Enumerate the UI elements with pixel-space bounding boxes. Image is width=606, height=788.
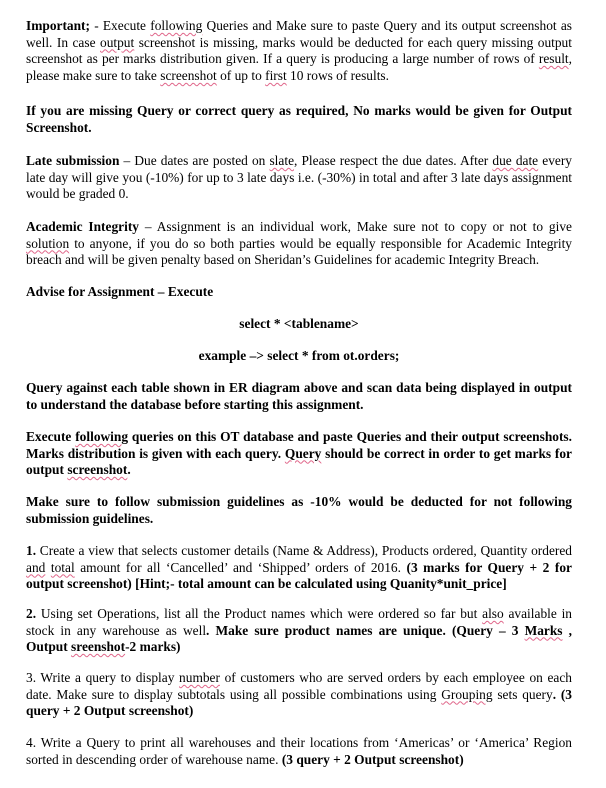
query-each-table-paragraph: Query against each table shown in ER diagram above and scan data being displayed in output to understand the database before starting this assignment.: [26, 380, 572, 412]
late-submission-paragraph: Late submission – Due dates are posted on slate, Please respect the due dates. After due date every late day will give you (-10%) for up to 3 late days i.e. (-30%) in total and after 3 late days assignment would be graded 0.: [26, 153, 572, 202]
marks-note: (3 marks for Query + 2 for output screenshot) [Hint;- total amount can be calculated using Quanity*unit_price]: [26, 559, 572, 592]
marks-note: -2 marks): [125, 639, 181, 655]
spell-flag: Query: [284, 445, 322, 461]
question-4: 4. Write a Query to print all warehouses and their locations from ‘Americas’ or ‘America’ Region sorted in descending order of warehouse name. (3 query + 2 Output screenshot): [26, 735, 572, 767]
spell-flag: Marks: [524, 622, 563, 638]
marks-note: . (3 query + 2 Output screenshot): [26, 686, 572, 719]
execute-queries-paragraph: Execute following queries on this OT database and paste Queries and their output screenshots. Marks distribution is given with each query. Query should be correct in order to get marks for output screenshot.: [26, 429, 572, 478]
academic-integrity-label: Academic Integrity: [26, 219, 139, 234]
spell-flag: solution: [26, 235, 70, 251]
spell-flag: sreenshot: [71, 639, 126, 655]
important-label: Important;: [26, 18, 90, 33]
marks-note: (3 query + 2 Output screenshot): [281, 751, 464, 767]
spell-flag: output: [100, 34, 135, 50]
spell-flag: following: [75, 429, 129, 444]
marks-note: . Make sure product names are unique. (Query – 3: [206, 622, 525, 638]
select-example-line: select * <tablename>: [239, 316, 359, 331]
academic-integrity-paragraph: Academic Integrity – Assignment is an individual work, Make sure not to copy or not to give solution to anyone, if you do so both parties would be equally responsible for Academic Integrity breach and will be given penalty based on Sheridan’s Guidelines for academic Integrity Breach.: [26, 219, 572, 268]
spell-flag: following: [150, 18, 203, 33]
spell-flag: total: [50, 559, 75, 575]
marks-note: , Output: [26, 622, 572, 655]
advise-heading: Advise for Assignment – Execute: [26, 284, 214, 299]
spell-flag: due date: [492, 153, 539, 168]
spell-flag: number: [179, 670, 220, 685]
missing-query-paragraph: If you are missing Query or correct query as required, No marks would be given for Output Screenshot.: [26, 103, 572, 135]
spell-flag: slate: [269, 153, 295, 168]
orders-example-line: example –> select * from ot.orders;: [198, 348, 400, 363]
important-paragraph: Important; - Execute following Queries and Make sure to paste Query and its output screenshot as well. In case output screenshot is missing, marks would be deducted for each query missing output screenshot as per marks distribution given. If a query is producing a large number of rows of result, please make sure to take screenshot of up to first 10 rows of results.: [26, 18, 572, 83]
question-1: 1. Create a view that selects customer details (Name & Address), Products ordered, Quantity ordered and total amount for all ‘Cancelled’ and ‘Shipped’ orders of 2016. (3 marks for Query + 2 for output screenshot) [Hint;- total amount can be calculated using Quanity*unit_price]: [26, 543, 572, 592]
spell-flag: first: [265, 67, 287, 83]
question-3: 3. Write a query to display number of customers who are served orders by each employee on each date. Make sure to display subtotals using all possible combinations using Grouping sets query. (3 query + 2 Output screenshot): [26, 670, 572, 719]
spell-flag: and: [26, 559, 46, 575]
spell-flag: Grouping: [441, 686, 493, 702]
late-submission-label: Late submission: [26, 153, 120, 168]
spell-flag: result: [538, 51, 569, 67]
question-2: 2. Using set Operations, list all the Product names which were ordered so far but also available in stock in any warehouse as well. Make sure product names are unique. (Query – 3 Marks , Output sreenshot-2 marks): [26, 606, 572, 655]
spell-flag: also: [482, 606, 504, 621]
submission-guidelines-paragraph: Make sure to follow submission guidelines as -10% would be deducted for not following submission guidelines.: [26, 494, 572, 526]
question-number: 2.: [26, 606, 37, 621]
spell-flag: screenshot: [160, 67, 217, 83]
question-number: 1.: [26, 543, 37, 558]
spell-flag: screenshot: [67, 462, 128, 478]
